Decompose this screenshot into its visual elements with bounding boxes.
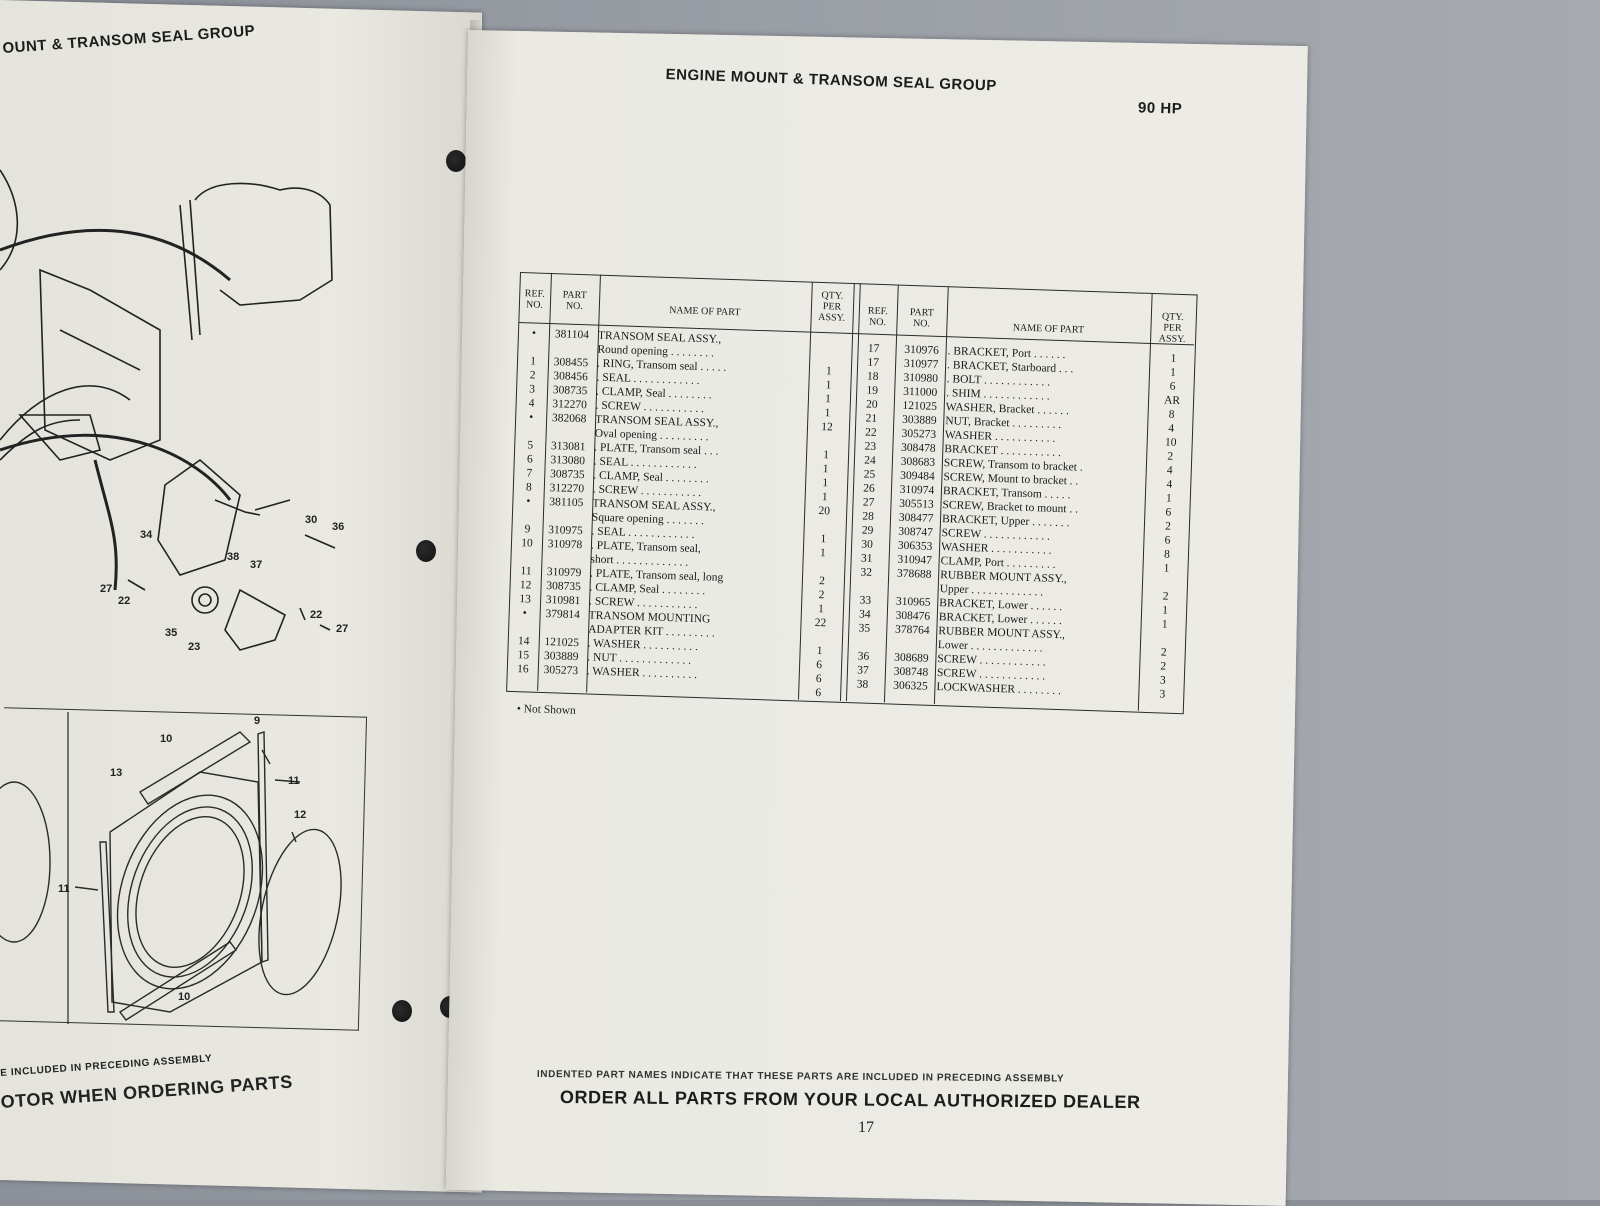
qty-cell: 2 (818, 589, 825, 602)
inset-callout-10b: 10 (178, 991, 191, 1003)
left-footer-order: OTOR WHEN ORDERING PARTS (0, 1071, 294, 1112)
part-name-cell: LOCKWASHER . . . . . . . . (936, 681, 1062, 698)
ref-no-cell: 28 (862, 510, 875, 523)
part-no-cell: 303889 (543, 650, 579, 664)
ref-no-cell: 32 (860, 566, 873, 579)
qty-cell: 6 (1165, 506, 1172, 519)
ref-no-cell: 27 (862, 496, 875, 509)
part-name-cell: . BRACKET, Port . . . . . . (947, 345, 1066, 362)
part-name-cell: . SCREW . . . . . . . . . . . (595, 399, 705, 416)
callout-36: 36 (332, 521, 345, 533)
page-number: 17 (858, 1119, 874, 1136)
ref-no-cell: 38 (856, 678, 869, 691)
inset-callout-9: 9 (254, 715, 261, 727)
qty-cell: 1 (825, 365, 832, 378)
part-name-cell: . SEAL . . . . . . . . . . . . (596, 371, 700, 388)
ref-no-cell: 2 (529, 369, 536, 382)
callout-30: 30 (305, 514, 318, 526)
part-no-cell: 310980 (903, 371, 939, 385)
part-name-cell: BRACKET, Upper . . . . . . . (941, 513, 1070, 530)
ref-no-cell: 20 (865, 398, 878, 411)
left-page-header: OUNT & TRANSOM SEAL GROUP (2, 22, 256, 57)
not-shown-note: • Not Shown (516, 703, 576, 717)
qty-cell: 2 (1162, 590, 1169, 603)
part-no-cell: 312270 (552, 398, 588, 412)
part-no-cell: 378688 (896, 567, 932, 581)
qty-cell: 2 (1164, 520, 1171, 533)
callout-38: 38 (227, 551, 240, 563)
part-name-cell: WASHER, Bracket . . . . . . (945, 401, 1070, 418)
part-no-cell: 313081 (550, 440, 586, 454)
qty-cell: AR (1163, 394, 1181, 407)
part-name-cell: . WASHER . . . . . . . . . . (587, 637, 699, 654)
ref-no-cell: 17 (867, 342, 880, 355)
part-name-cell: BRACKET, Transom . . . . . (942, 485, 1071, 502)
part-name-cell: . RING, Transom seal . . . . . (596, 357, 727, 374)
qty-cell: 6 (815, 673, 822, 686)
ref-no-cell: 25 (863, 468, 876, 481)
callout-35: 35 (165, 627, 178, 639)
qty-cell: 1 (825, 379, 832, 392)
ref-no-cell: • (528, 411, 534, 424)
part-no-cell: 121025 (544, 636, 580, 650)
callout-23: 23 (188, 641, 201, 653)
part-name-cell: WASHER . . . . . . . . . . . (940, 541, 1052, 557)
qty-cell: 1 (1161, 618, 1168, 631)
binder-hole (392, 1000, 412, 1022)
inset-callout-11b: 11 (58, 883, 70, 895)
qty-cell: 1 (1163, 562, 1170, 575)
ref-no-cell (848, 635, 880, 636)
part-name-cell: . CLAMP, Seal . . . . . . . . (593, 469, 710, 486)
qty-cell: 6 (1164, 534, 1171, 547)
part-name-cell: . PLATE, Transom seal, (590, 539, 702, 556)
ref-no-cell: 3 (529, 383, 536, 396)
header-name-right: NAME OF PART (1012, 322, 1085, 336)
part-no-cell: 308477 (898, 511, 934, 525)
qty-cell: 1 (819, 547, 826, 560)
part-no-cell: 308735 (552, 384, 588, 398)
part-no-cell: 378764 (894, 623, 930, 637)
part-name-cell: . BOLT . . . . . . . . . . . . (946, 373, 1051, 389)
callout-27b: 27 (336, 623, 349, 635)
qty-cell: 1 (1162, 604, 1169, 617)
parts-list-left (506, 326, 854, 701)
part-name-cell: . SCREW . . . . . . . . . . . (588, 595, 698, 612)
header-part-left: PART NO. (562, 289, 587, 313)
qty-cell: 8 (1168, 408, 1175, 421)
part-no-cell: 310947 (897, 553, 933, 567)
part-name-cell: Round opening . . . . . . . . (597, 343, 715, 360)
part-name-cell: . PLATE, Transom seal, long (589, 567, 724, 584)
part-name-cell: SCREW, Transom to bracket . (943, 457, 1083, 474)
qty-cell: 2 (818, 575, 825, 588)
part-name-cell: WASHER . . . . . . . . . . . (944, 429, 1056, 445)
part-no-cell: 308476 (895, 609, 931, 623)
qty-cell: 1 (822, 477, 829, 490)
part-name-cell: RUBBER MOUNT ASSY., (938, 625, 1066, 642)
ref-no-cell (518, 340, 550, 341)
qty-cell: 6 (1169, 380, 1176, 393)
ref-no-cell: 15 (517, 649, 530, 662)
ref-no-cell: 34 (858, 608, 871, 621)
parts-list-right (846, 341, 1193, 702)
part-name-cell: CLAMP, Port . . . . . . . . . (940, 555, 1056, 571)
qty-cell: 1 (823, 449, 830, 462)
right-footer-note: INDENTED PART NAMES INDICATE THAT THESE PARTS ARE INCLUDED IN PRECEDING ASSEMBLY (536, 1069, 1065, 1085)
left-footer-note: E INCLUDED IN PRECEDING ASSEMBLY (0, 1053, 213, 1079)
part-name-cell: . SEAL . . . . . . . . . . . . (591, 525, 695, 541)
header-part-right: PART NO. (909, 306, 935, 330)
part-no-cell: 310974 (899, 483, 935, 497)
part-name-cell: BRACKET, Lower . . . . . . (939, 597, 1063, 614)
part-name-cell: . SHIM . . . . . . . . . . . . (946, 387, 1050, 403)
part-no-cell: 381105 (549, 496, 584, 510)
part-no-cell: 310976 (904, 343, 940, 357)
callout-34: 34 (140, 529, 153, 541)
part-name-cell: TRANSOM SEAL ASSY., (594, 413, 719, 430)
qty-cell: 2 (1160, 660, 1167, 673)
part-no-cell: 308455 (553, 356, 589, 370)
callout-37: 37 (250, 559, 263, 571)
inset-callout-10: 10 (160, 733, 173, 745)
ref-no-cell: 21 (865, 412, 878, 425)
callout-22: 22 (118, 595, 131, 607)
qty-cell: 4 (1166, 464, 1173, 477)
ref-no-cell: 31 (860, 552, 873, 565)
header-ref-right: REF. NO. (867, 305, 889, 329)
part-no-cell: 308748 (893, 665, 929, 679)
qty-cell (810, 350, 850, 351)
qty-cell: 2 (1160, 646, 1167, 659)
part-name-cell: SCREW . . . . . . . . . . . . (937, 653, 1046, 669)
qty-cell: 1 (824, 407, 831, 420)
ref-no-cell: 5 (527, 439, 534, 452)
part-name-cell: SCREW, Bracket to mount . . (942, 499, 1079, 516)
part-no-cell: 310979 (546, 566, 582, 580)
part-no-cell: 305273 (901, 427, 937, 441)
header-name-left: NAME OF PART (668, 304, 741, 319)
qty-cell: 4 (1168, 422, 1175, 435)
ref-no-cell (512, 508, 544, 509)
part-no-cell: 309484 (900, 469, 935, 483)
qty-cell (810, 336, 850, 337)
ref-no-cell: 7 (526, 467, 533, 480)
engine-mount-illustration (0, 160, 350, 680)
callout-27: 27 (100, 583, 113, 595)
ref-no-cell: 16 (516, 663, 529, 676)
inset-callout-13: 13 (110, 767, 123, 779)
binder-hole (446, 150, 466, 172)
part-no-cell: 381104 (554, 328, 590, 342)
qty-cell: 1 (1170, 352, 1177, 365)
part-no-cell: 306353 (897, 539, 933, 553)
part-name-cell: Lower . . . . . . . . . . . . . (937, 639, 1043, 655)
qty-cell: 6 (815, 687, 822, 700)
ref-no-cell (507, 676, 539, 677)
part-no-cell: 121025 (902, 399, 938, 413)
part-name-cell: . CLAMP, Seal . . . . . . . . (589, 581, 706, 598)
part-name-cell: . PLATE, Transom seal . . . (594, 441, 719, 458)
part-name-cell: SCREW . . . . . . . . . . . . (936, 667, 1046, 683)
part-name-cell: Square opening . . . . . . . (591, 511, 705, 528)
qty-cell (807, 434, 847, 435)
part-no-cell: 312270 (549, 482, 585, 496)
part-name-cell: SCREW, Mount to bracket . . (943, 471, 1079, 488)
part-name-cell: TRANSOM SEAL ASSY., (597, 329, 722, 346)
part-name-cell: . NUT . . . . . . . . . . . . . (587, 651, 692, 667)
ref-no-cell: 22 (864, 426, 877, 439)
ref-no-cell: 4 (528, 397, 535, 410)
qty-cell: 1 (820, 533, 827, 546)
ref-no-cell: • (531, 327, 537, 340)
inset-callout-11: 11 (288, 775, 300, 787)
header-qty-right: QTY. PER ASSY. (1158, 311, 1186, 346)
binder-hole (416, 540, 436, 562)
part-name-cell: NUT, Bracket . . . . . . . . . (945, 415, 1062, 432)
ref-no-cell: 29 (861, 524, 874, 537)
part-no-cell: 308478 (900, 441, 936, 455)
inset-callout-12: 12 (294, 809, 307, 821)
qty-cell: 4 (1166, 478, 1173, 491)
part-no-cell: 310978 (547, 538, 583, 552)
part-no-cell: 311000 (902, 385, 938, 399)
qty-cell: 8 (1163, 548, 1171, 561)
qty-cell (804, 518, 844, 519)
horsepower-label: 90 HP (1137, 99, 1183, 118)
ref-no-cell: 19 (866, 384, 879, 397)
part-no-cell: 308747 (898, 525, 934, 539)
qty-cell: 20 (818, 505, 831, 518)
part-no-cell: 308689 (893, 651, 929, 665)
part-name-cell: . SCREW . . . . . . . . . . . (592, 483, 702, 500)
qty-cell: 3 (1159, 674, 1166, 687)
ref-no-cell: • (526, 495, 531, 508)
part-no-cell: 308735 (546, 580, 582, 594)
ref-no-cell: 24 (863, 454, 876, 467)
part-no-cell: 310965 (895, 595, 931, 609)
part-no-cell: 305513 (899, 497, 934, 511)
part-name-cell: . CLAMP, Seal . . . . . . . . (595, 385, 712, 402)
part-no-cell: 379814 (545, 608, 581, 622)
part-name-cell: TRANSOM MOUNTING (588, 609, 711, 626)
ref-no-cell: 35 (858, 622, 871, 635)
ref-no-cell: 33 (859, 594, 872, 607)
qty-cell: 22 (814, 616, 827, 630)
qty-cell: 10 (1164, 436, 1177, 449)
qty-cell: 3 (1159, 688, 1166, 701)
ref-no-cell: 1 (529, 355, 537, 368)
right-page-header: ENGINE MOUNT & TRANSOM SEAL GROUP (665, 66, 998, 95)
ref-no-cell: 18 (866, 370, 879, 383)
part-name-cell: . BRACKET, Starboard . . . (946, 359, 1074, 376)
part-no-cell: 313080 (550, 454, 586, 468)
part-name-cell: ADAPTER KIT . . . . . . . . . (587, 623, 715, 640)
part-no-cell: 382068 (551, 412, 587, 426)
qty-cell (803, 560, 843, 561)
qty-cell: 12 (821, 421, 833, 434)
qty-cell: 1 (822, 463, 829, 476)
qty-cell (1144, 631, 1184, 632)
part-no-cell: 305273 (543, 664, 579, 678)
ref-no-cell: 17 (867, 356, 880, 369)
ref-no-cell: 23 (864, 440, 877, 453)
ref-no-cell: 30 (861, 538, 874, 551)
transom-seal-inset-illustration (0, 712, 362, 1024)
part-name-cell: BRACKET . . . . . . . . . . . (944, 443, 1062, 460)
part-no-cell: 310975 (548, 524, 583, 538)
part-name-cell: TRANSOM SEAL ASSY., (592, 497, 716, 514)
ref-no-cell (508, 620, 540, 621)
part-name-cell: short . . . . . . . . . . . . . (590, 553, 689, 569)
part-name-cell: Oval opening . . . . . . . . . (594, 427, 709, 444)
part-no-cell: 308456 (553, 370, 588, 384)
ref-no-cell: 8 (525, 481, 532, 494)
qty-cell (1146, 575, 1186, 576)
ref-no-cell: 10 (521, 537, 533, 550)
part-name-cell: BRACKET, Lower . . . . . . (938, 611, 1063, 628)
qty-cell: 1 (821, 491, 828, 504)
right-footer-order: ORDER ALL PARTS FROM YOUR LOCAL AUTHORIZED DEALER (559, 1087, 1141, 1113)
ref-no-cell: 11 (520, 565, 532, 578)
part-no-cell: 306325 (893, 679, 928, 693)
qty-cell: 1 (816, 645, 823, 658)
ref-no-cell: 14 (517, 635, 530, 648)
ref-no-cell (850, 579, 882, 580)
header-ref-left: REF. NO. (524, 288, 545, 311)
ref-no-cell: 12 (519, 579, 532, 592)
qty-cell: 2 (1167, 450, 1174, 463)
qty-cell: 1 (817, 603, 825, 616)
ref-no-cell: 26 (863, 482, 875, 495)
part-name-cell: . WASHER . . . . . . . . . . (586, 665, 698, 682)
ref-no-cell: 37 (857, 664, 869, 677)
ref-no-cell (511, 550, 543, 551)
ref-no-cell: 13 (519, 593, 532, 606)
part-no-cell: 308735 (549, 468, 585, 482)
ref-no-cell (515, 424, 547, 425)
qty-cell: 1 (824, 393, 832, 406)
callout-22b: 22 (310, 609, 323, 621)
part-no-cell: 303889 (901, 413, 937, 427)
header-qty-left: QTY. PER ASSY. (818, 290, 846, 324)
qty-cell (800, 629, 840, 630)
part-no-cell: 308683 (900, 455, 936, 469)
qty-cell: 1 (1165, 492, 1172, 505)
ref-no-cell: • (522, 607, 527, 620)
qty-cell: 1 (1169, 366, 1177, 379)
part-no-cell: 310981 (545, 594, 581, 608)
ref-no-cell: 6 (526, 453, 533, 466)
parts-table (506, 272, 1196, 722)
part-name-cell: Upper . . . . . . . . . . . . . (939, 583, 1044, 599)
part-name-cell: SCREW . . . . . . . . . . . . (941, 527, 1051, 543)
part-no-cell: 310977 (903, 357, 939, 371)
part-name-cell: . SEAL . . . . . . . . . . . . (593, 455, 697, 471)
part-name-cell: RUBBER MOUNT ASSY., (939, 569, 1068, 586)
ref-no-cell: 9 (524, 523, 531, 536)
qty-cell: 6 (816, 659, 823, 672)
ref-no-cell: 36 (857, 650, 870, 663)
